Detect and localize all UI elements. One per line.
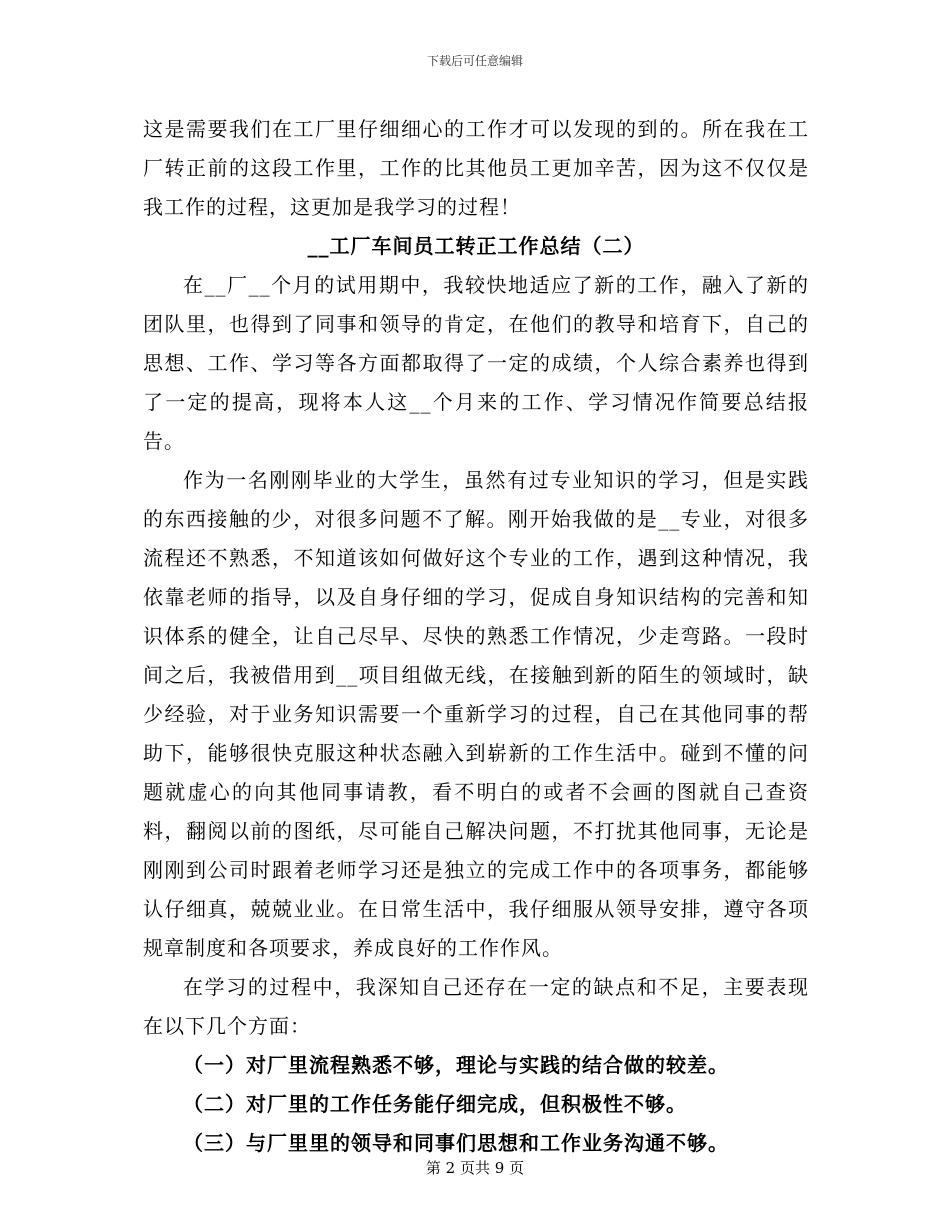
paragraph-intro: 在__厂__个月的试用期中，我较快地适应了新的工作，融入了新的团队里，也得到了同事和领导的肯定，在他们的教导和培育下，自己的思想、工作、学习等各方面都取得了一定的成绩，个人综合素养也得到了一定的提高，现将本人这__个月来的工作、学习情况作简要总结报告。 xyxy=(143,273,809,453)
list-item-3: （三）与厂里里的领导和同事们思想和工作业务沟通不够。 xyxy=(183,1131,729,1155)
list-item-2: （二）对厂里的工作任务能仔细完成，但积极性不够。 xyxy=(183,1092,687,1116)
document-body xyxy=(143,110,809,1163)
paragraph-shortcomings: 在学习的过程中，我深知自己还存在一定的缺点和不足，主要表现在以下几个方面： xyxy=(143,975,809,1038)
paragraph-continued: 这是需要我们在工厂里仔细细心的工作才可以发现的到的。所在我在工厂转正前的这段工作里，工作的比其他员工更加辛苦，因为这不仅仅是我工作的过程，这更加是我学习的过程！ xyxy=(143,117,809,219)
paragraph-experience: 作为一名刚刚毕业的大学生，虽然有过专业知识的学习，但是实践的东西接触的少，对很多问题不了解。刚开始我做的是__专业，对很多流程还不熟悉，不知道该如何做好这个专业的工作，遇到这种情况，我依靠老师的指导，以及自身仔细的学习，促成自身知识结构的完善和知识体系的健全，让自己尽早、尽快的熟悉工作情况，少走弯路。一段时间之后，我被借用到__项目组做无线，在接触到新的陌生的领域时，缺少经验，对于业务知识需要一个重新学习的过程，自己在其他同事的帮助下，能够很快克服这种状态融入到崭新的工作生活中。碰到不懂的问题就虚心的向其他同事请教，看不明白的或者不会画的图就自己查资料，翻阅以前的图纸，尽可能自己解决问题，不打扰其他同事，无论是刚刚到公司时跟着老师学习还是独立的完成工作中的各项事务，都能够认仔细真，兢兢业业。在日常生活中，我仔细服从领导安排，遵守各项规章制度和各项要求，养成良好的工作作风。 xyxy=(143,468,809,960)
list-item-1: （一）对厂里流程熟悉不够，理论与实践的结合做的较差。 xyxy=(183,1053,729,1077)
page-footer: 第 2 页共 9 页 xyxy=(425,1159,525,1177)
section-title: __工厂车间员工转正工作总结（二） xyxy=(307,234,645,258)
page-header: 下载后可任意编辑 xyxy=(426,54,523,68)
